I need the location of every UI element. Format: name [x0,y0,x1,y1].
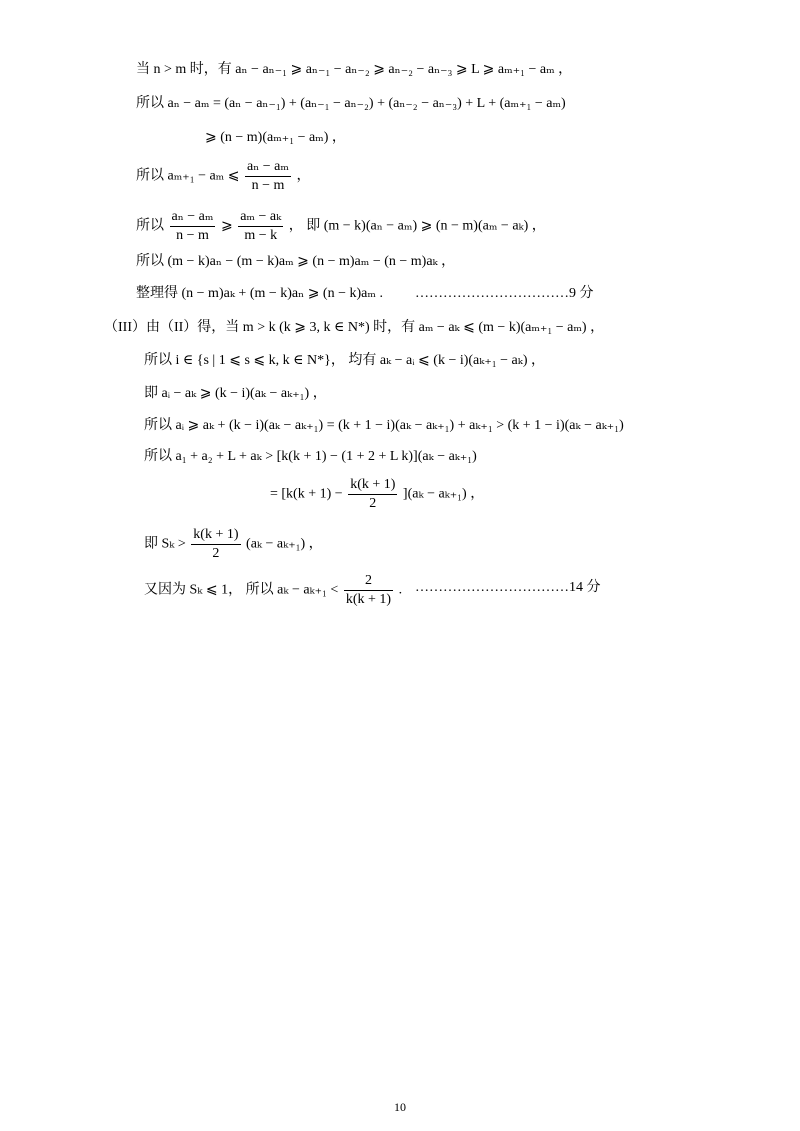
fraction [170,208,216,245]
line-5-prefix: 所以 [136,218,164,234]
line-15-suffix: . [398,582,403,598]
line-5-suffix: ， 即 (m − k)(aₙ − aₘ) ⩾ (n − m)(aₘ − aₖ) ， [288,218,546,234]
solution-line-1: 当 n > m 时，有 aₙ − aₙ₋₁ ⩾ aₙ₋₁ − aₙ₋₂ ⩾ aₙ₋₂ − aₙ₋₃ ⩾ L ⩾ aₘ₊₁ − aₘ ， [136,62,573,77]
line-15-prefix: 又因为 Sₖ ⩽ 1， 所以 aₖ − aₖ₊₁ < [144,582,339,598]
denominator: n − m [176,228,209,243]
solution-line-14 [144,526,323,563]
numerator: aₘ − aₖ [238,208,283,227]
line-14-prefix: 即 Sₖ > [144,536,186,552]
page-number: 10 [394,1100,406,1114]
solution-line-7: 整理得 (n − m)aₖ + (m − k)aₙ ⩾ (n − k)aₘ . [136,286,383,301]
solution-line-9: 所以 i ∈ {s | 1 ⩽ s ⩽ k, k ∈ N*}， 均有 aₖ − aᵢ ⩽ (k − i)(aₖ₊₁ − aₖ) ， [144,353,546,368]
solution-line-4 [136,158,310,195]
denominator: n − m [251,178,285,193]
solution-line-10: 即 aᵢ − aₖ ⩾ (k − i)(aₖ − aₖ₊₁) ， [144,386,327,401]
line-13-suffix: ](aₖ − aₖ₊₁) ， [402,486,485,502]
line-13-prefix: = [k(k + 1) − [270,486,343,502]
solution-line-11: 所以 aᵢ ⩾ aₖ + (k − i)(aₖ − aₖ₊₁) = (k + 1 − i)(aₖ − aₖ₊₁) + aₖ₊₁ > (k + 1 − i)(aₖ − aₖ₊₁) [144,418,624,433]
numerator: aₙ − aₘ [170,208,216,227]
denominator: 2 [369,496,377,511]
fraction [245,158,291,195]
solution-line-13 [270,476,484,513]
fraction [344,572,393,609]
line-5-operator: ⩾ [220,218,233,234]
numerator: k(k + 1) [348,476,397,495]
denominator: 2 [212,546,220,561]
score-marker-14: ……………………………14 分 [415,580,601,595]
solution-line-2: 所以 aₙ − aₘ = (aₙ − aₙ₋₁) + (aₙ₋₁ − aₙ₋₂) + (aₙ₋₂ − aₙ₋₃) + L + (aₘ₊₁ − aₘ) [136,96,566,111]
line-14-suffix: (aₖ − aₖ₊₁) ， [246,536,323,552]
fraction [191,526,240,563]
line-4-prefix: 所以 aₘ₊₁ − aₘ ⩽ [136,168,240,184]
denominator: m − k [244,228,278,243]
fraction [238,208,283,245]
solution-line-6: 所以 (m − k)aₙ − (m − k)aₘ ⩾ (n − m)aₘ − (n − m)aₖ ， [136,254,456,269]
fraction [348,476,397,513]
numerator: 2 [344,572,393,591]
numerator: aₙ − aₘ [245,158,291,177]
line-4-suffix: ， [296,168,311,184]
solution-line-15 [144,572,402,609]
solution-line-5 [136,208,546,245]
part-iii-intro: （III）由（II）得，当 m > k (k ⩾ 3, k ∈ N*) 时，有 aₘ − aₖ ⩽ (m − k)(aₘ₊₁ − aₘ) ， [104,320,605,335]
numerator: k(k + 1) [191,526,240,545]
denominator: k(k + 1) [345,592,392,607]
solution-line-3: ⩾ (n − m)(aₘ₊₁ − aₘ) ， [205,130,346,145]
score-marker-9: ……………………………9 分 [415,286,594,301]
solution-line-12: 所以 a₁ + a₂ + L + aₖ > [k(k + 1) − (1 + 2 + L k)](aₖ − aₖ₊₁) [144,449,477,464]
